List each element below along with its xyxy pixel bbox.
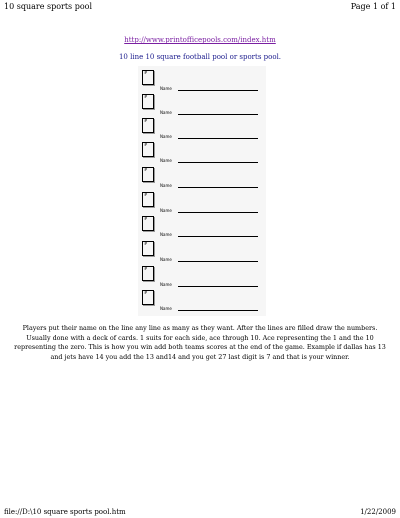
print-date: 1/22/2009 bbox=[360, 508, 396, 516]
number-square bbox=[142, 266, 154, 281]
name-label: Name bbox=[160, 306, 172, 311]
number-square bbox=[142, 70, 154, 85]
name-line bbox=[178, 286, 258, 287]
page-header bbox=[4, 2, 396, 14]
pool-row bbox=[142, 167, 262, 189]
name-label: Name bbox=[160, 183, 172, 188]
pool-row bbox=[142, 290, 262, 312]
number-square bbox=[142, 167, 154, 182]
name-label: Name bbox=[160, 110, 172, 115]
instructions-paragraph: Players put their name on the line any line as many as they want. After the lines are filled draw the numbers. Usually done with a deck of cards. 1 suits for each side, ace through 10. Ace representing the 1 and the 10 representing the zero. This is how you win add both teams scores at the end of the game. Example if dallas has 13 and jets have 14 you add the 13 and14 and you get 27 last digit is 7 and that is your winner. bbox=[14, 324, 386, 361]
pool-sheet-image bbox=[138, 66, 266, 316]
file-path: file://D:\10 square sports pool.htm bbox=[4, 508, 126, 516]
hash-label: # bbox=[144, 216, 148, 221]
number-square bbox=[142, 216, 154, 231]
name-label: Name bbox=[160, 282, 172, 287]
hash-label: # bbox=[144, 241, 148, 246]
pool-row bbox=[142, 241, 262, 263]
pool-row bbox=[142, 216, 262, 238]
number-square bbox=[142, 192, 154, 207]
page-title: 10 square sports pool bbox=[4, 2, 93, 11]
hash-label: # bbox=[144, 167, 148, 172]
hash-label: # bbox=[144, 94, 148, 99]
name-label: Name bbox=[160, 208, 172, 213]
name-line bbox=[178, 187, 258, 188]
name-line bbox=[178, 310, 258, 311]
number-square bbox=[142, 94, 154, 109]
page-footer bbox=[4, 504, 396, 516]
hash-label: # bbox=[144, 290, 148, 295]
name-line bbox=[178, 114, 258, 115]
pool-row bbox=[142, 142, 262, 164]
hash-label: # bbox=[144, 142, 148, 147]
website-link[interactable]: http://www.printofficepools.com/index.htm bbox=[124, 36, 276, 44]
name-label: Name bbox=[160, 158, 172, 163]
number-square bbox=[142, 241, 154, 256]
hash-label: # bbox=[144, 266, 148, 271]
hash-label: # bbox=[144, 70, 148, 75]
page-number: Page 1 of 1 bbox=[350, 2, 396, 11]
name-label: Name bbox=[160, 257, 172, 262]
subtitle: 10 line 10 square football pool or sports pool. bbox=[118, 53, 282, 61]
name-line bbox=[178, 138, 258, 139]
hash-label: # bbox=[144, 192, 148, 197]
number-square bbox=[142, 118, 154, 133]
hash-label: # bbox=[144, 118, 148, 123]
name-line bbox=[178, 236, 258, 237]
pool-row bbox=[142, 266, 262, 288]
name-label: Name bbox=[160, 232, 172, 237]
name-line bbox=[178, 162, 258, 163]
name-line bbox=[178, 90, 258, 91]
number-square bbox=[142, 290, 154, 305]
pool-row bbox=[142, 70, 262, 92]
number-square bbox=[142, 142, 154, 157]
name-line bbox=[178, 261, 258, 262]
pool-row bbox=[142, 192, 262, 214]
pool-row bbox=[142, 118, 262, 140]
name-label: Name bbox=[160, 86, 172, 91]
name-line bbox=[178, 212, 258, 213]
name-label: Name bbox=[160, 134, 172, 139]
pool-row bbox=[142, 94, 262, 116]
